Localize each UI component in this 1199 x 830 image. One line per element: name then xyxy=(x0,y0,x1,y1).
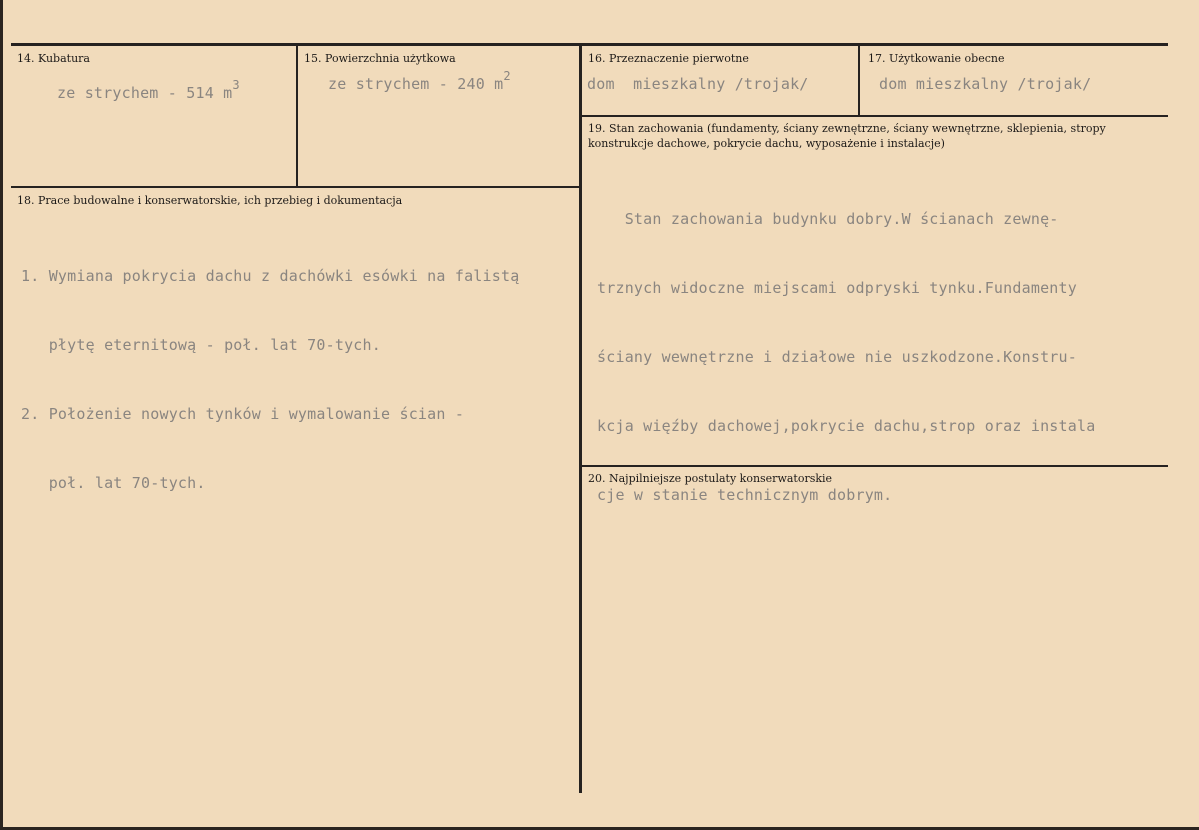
field-17-value: dom mieszkalny /trojak/ xyxy=(879,75,1092,93)
field-16-label: 16. Przeznaczenie pierwotne xyxy=(588,52,749,65)
field-19-label: 19. Stan zachowania (fundamenty, ściany zewnętrzne, ściany wewnętrzne, sklepienia, stropy konstrukcje dachowe, pokrycie dachu, wyposażenie i instalacje) xyxy=(588,122,1106,150)
field-18-line: 2. Położenie nowych tynków i wymalowanie ścian - xyxy=(21,405,465,423)
field-19-line: ściany wewnętrzne i działowe nie uszkodzone.Konstru- xyxy=(597,348,1077,366)
field-19-line: trznych widoczne miejscami odpryski tynku.Fundamenty xyxy=(597,279,1077,297)
top-rule xyxy=(11,43,1168,46)
field-16-value: dom mieszkalny /trojak/ xyxy=(587,75,809,93)
field-15-value: ze strychem - 240 $m^2$ xyxy=(328,69,511,93)
divider-14-15 xyxy=(296,45,298,187)
field-18-text xyxy=(21,219,519,541)
field-19-text xyxy=(597,162,1095,553)
field-20-label: 20. Najpilniejsze postulaty konserwatorskie xyxy=(588,472,833,485)
field-18-line: 1. Wymiana pokrycia dachu z dachówki esówki na falistą xyxy=(21,267,520,285)
field-14-label: 14. Kubatura xyxy=(17,52,90,65)
field-14-value: ze strychem - 514 $m^3$ xyxy=(57,78,240,102)
field-19-line: kcja więźby dachowej,pokrycie dachu,strop oraz instala xyxy=(597,417,1096,435)
divider-left-right xyxy=(579,45,582,793)
field-15-label: 15. Powierzchnia użytkowa xyxy=(304,52,456,65)
rule-below-16-17 xyxy=(581,115,1168,117)
field-18-line: płytę eternitową - poł. lat 70-tych. xyxy=(21,336,381,354)
field-18-label: 18. Prace budowalne i konserwatorskie, ich przebieg i dokumentacja xyxy=(17,194,403,207)
field-19-line: Stan zachowania budynku dobry.W ścianach zewnę- xyxy=(597,210,1059,228)
divider-16-17 xyxy=(858,45,860,116)
field-19-line: cje w stanie technicznym dobrym. xyxy=(597,486,893,504)
rule-below-14-15 xyxy=(11,186,580,188)
field-17-label: 17. Użytkowanie obecne xyxy=(868,52,1005,65)
field-18-line: poł. lat 70-tych. xyxy=(21,474,206,492)
